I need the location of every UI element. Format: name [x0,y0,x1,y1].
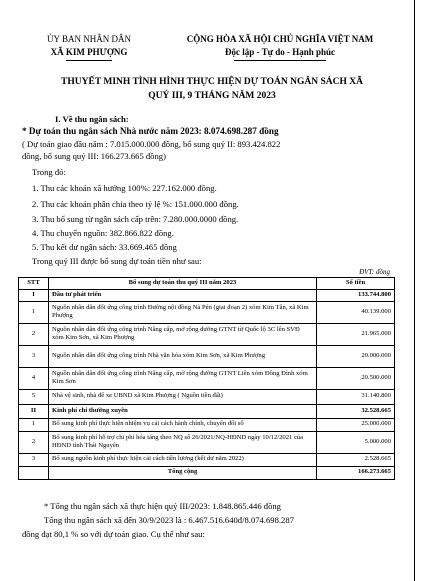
breakdown-item-2: 2. Thu các khoản phân chia theo tỷ lệ %: 151.000.000 đồng. [32,199,239,209]
issuing-authority [20,33,158,59]
header-stt: STT [19,278,49,290]
page-edge [414,0,415,581]
table-row: 4 Nguồn nhân dân đối ứng công trình Nâng cấp, mở rộng đường GTNT Liên xóm Đồng Đình xóm Kim Sơn 20.500.000 [19,367,395,389]
national-motto: Độc lập - Tự do - Hạnh phúc [224,47,335,57]
table-row: 3 Nguồn nhân dân đối ứng công trình Nhà văn hóa xóm Kim Sơn, xã Kim Phượng 20.000.000 [19,345,395,367]
national-heading [166,33,394,59]
header-amount: Số tiền [317,278,395,290]
summary-line-2: Tổng thu ngân sách xã đến 30/9/2023 là : 6.467.516.640đ/8.074.698.287 [44,515,294,525]
title-line-1: THUYẾT MINH TÌNH HÌNH THỰC HIỆN DỰ TOÁN NGÂN SÁCH XÃ [61,77,363,87]
total-value: 166.273.665 [317,466,395,479]
table-row: 3 Bổ sung nguồn kinh phí thực hiện cải cách tiền lương (kết dư năm 2022) 2.528.665 [19,453,395,466]
authority-line-2: XÃ KIM PHƯỢNG [50,47,128,57]
authority-underline [66,60,112,61]
table-row: 2 Nguồn nhân dân đối ứng công trình Nâng cấp, mở rộng đường GTNT từ Quốc lộ 3C lên SVĐ xóm Kim Sơn, xã Kim Phượng 21.965.000 [19,323,395,345]
breakdown-item-1: 1. Thu các khoản xã hưởng 100%: 227.162.000 đồng. [32,183,217,193]
authority-line-1: ỦY BAN NHÂN DÂN [47,34,131,44]
estimate-detail-1: ( Dự toán giao đầu năm : 7.015.000.000 đồng, bổ sung quý II: 893.424.822 [22,139,281,149]
total-label: Tổng cộng [49,466,317,479]
table-row: 1 Bổ sung kinh phí thực hiện nhiệm vụ cải cách hành chính, chuyển đổi số 25.000.000 [19,418,395,431]
document-title [30,75,394,103]
estimate-detail-2: đồng, bổ sung quý III: 166.273.665 đồng) [22,151,166,161]
table-row: 1 Nguồn nhân dân đối ứng công trình Đường nội đồng Nà Pén (giai đoạn 2) xóm Kim Tân, xã Kim Phượng 40.139.000 [19,301,395,323]
currency-unit: ĐVT: đồng [359,268,390,276]
table-row: I Đầu tư phát triển 133.744.800 [19,290,395,302]
national-name: CỘNG HÒA XÃ HỘI CHỦ NGHĨA VIỆT NAM [186,34,374,44]
table-intro: Trong quý III được bổ sung dự toán tiền như sau: [32,256,202,266]
breakdown-intro: Trong đó: [32,167,66,177]
table-row: 2 Bổ sung kinh phí hỗ trợ chi phí hóa táng theo NQ số 26/2021/NQ-HĐND ngày 10/12/2021 của HĐND tỉnh Thái Nguyên 5.000.000 [19,431,395,453]
breakdown-item-5: 5. Thu kết dư ngân sách: 33.669.465 đồng [32,242,177,252]
table-total-row [19,466,395,479]
estimate-line: * Dự toán thu ngân sách Nhà nước năm 2023: 8.074.698.287 đồng [22,126,279,136]
summary-line-3: đồng đạt 80,1 % so với dự toán giao. Cụ thể như sau: [22,529,205,539]
motto-underline [234,60,326,61]
breakdown-item-4: 4. Thu chuyển nguồn: 382.866.822 đồng. [32,228,174,238]
header-content: Bổ sung dự toán thu quý III năm 2023 [49,278,317,290]
table-row: II Kinh phí chi thường xuyên 32.528.665 [19,404,395,418]
title-line-2: QUÝ III, 9 THÁNG NĂM 2023 [148,91,276,101]
table-header-row [19,278,395,290]
section-heading: I. Về thu ngân sách: [55,114,129,124]
summary-line-1: * Tổng thu ngân sách xã thực hiện quý III/2023: 1.848.865.446 đồng [44,501,281,511]
table-row: 5 Nhà vệ sinh, nhà để xe UBND xã Kim Phượng ( Nguồn tiền đất) 31.140.800 [19,389,395,404]
breakdown-item-3: 3. Thu bổ sung từ ngân sách cấp trên: 7.280.000.0000 đồng. [32,214,239,224]
supplement-table [18,277,395,480]
